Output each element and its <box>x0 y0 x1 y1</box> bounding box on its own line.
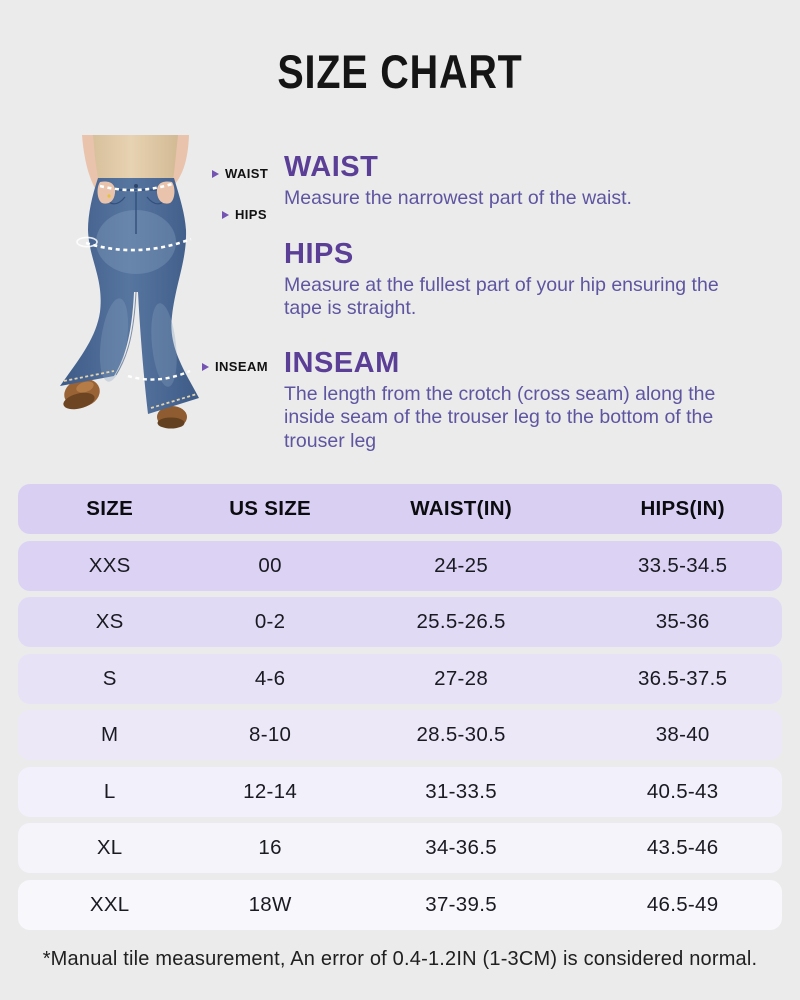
jeans-model-illustration <box>52 130 217 430</box>
arrow-right-icon <box>222 211 229 219</box>
cell-hips: 43.5-46 <box>646 836 719 859</box>
figure-label-waist-text: WAIST <box>225 166 269 181</box>
cell-hips: 33.5-34.5 <box>637 553 728 577</box>
table-row-l <box>18 767 782 817</box>
footnote-text: *Manual tile measurement, An error of 0.4-1.2IN (1-3CM) is considered normal. <box>42 948 758 970</box>
column-header-size: SIZE <box>86 497 134 520</box>
section-inseam-heading: INSEAM <box>284 347 400 379</box>
cell-us-size: 4-6 <box>254 666 286 690</box>
column-header-hips: HIPS(IN) <box>640 497 725 520</box>
section-inseam <box>284 348 756 453</box>
cell-us-size: 12-14 <box>243 779 298 803</box>
crop-top <box>93 135 178 185</box>
cell-us-size: 8-10 <box>249 723 292 746</box>
cell-size: XXL <box>89 892 130 916</box>
page-title: SIZE CHART <box>277 45 523 98</box>
column-header-waist: WAIST(IN) <box>410 497 512 520</box>
cell-size: L <box>103 779 116 803</box>
cell-waist: 24-25 <box>434 553 489 577</box>
cell-size: XXS <box>88 553 131 577</box>
arrow-right-icon <box>212 170 219 178</box>
cell-us-size: 0-2 <box>254 610 286 633</box>
cell-hips: 35-36 <box>655 610 710 633</box>
jeans-model-figure <box>52 130 217 430</box>
cell-waist: 27-28 <box>434 666 489 690</box>
cell-size: S <box>102 666 117 690</box>
cell-waist: 37-39.5 <box>425 892 497 916</box>
table-row-xl <box>18 823 782 873</box>
figure-label-waist <box>212 166 268 181</box>
figure-label-hips-text: HIPS <box>235 207 267 222</box>
table-row-xs <box>18 597 782 647</box>
section-hips-heading: HIPS <box>284 238 354 270</box>
cell-size: XL <box>96 836 123 859</box>
table-header-row <box>18 484 782 534</box>
figure-label-inseam <box>202 359 268 374</box>
cell-waist: 28.5-30.5 <box>416 723 506 746</box>
cell-hips: 46.5-49 <box>646 892 719 916</box>
section-waist <box>284 152 756 210</box>
cell-hips: 36.5-37.5 <box>637 666 728 690</box>
section-waist-body: Measure the narrowest part of the waist. <box>284 186 632 209</box>
section-inseam-body: The length from the crotch (cross seam) along the inside seam of the trouser leg to the bottom of the trouser leg <box>284 382 716 452</box>
cell-us-size: 18W <box>248 892 292 916</box>
cell-us-size: 00 <box>258 553 282 577</box>
table-row-m <box>18 710 782 760</box>
figure-label-inseam-text: INSEAM <box>215 359 268 374</box>
cell-hips: 40.5-43 <box>646 779 719 803</box>
cell-size: XS <box>95 610 124 633</box>
figure-label-hips <box>222 207 267 222</box>
section-hips-body: Measure at the fullest part of your hip ensuring the tape is straight. <box>284 273 719 320</box>
section-waist-heading: WAIST <box>284 151 379 183</box>
cell-size: M <box>100 723 119 746</box>
table-row-s <box>18 654 782 704</box>
cell-waist: 34-36.5 <box>425 836 497 859</box>
table-row-xxs <box>18 541 782 591</box>
table-row-xxl <box>18 880 782 930</box>
section-hips <box>284 239 756 321</box>
cell-us-size: 16 <box>258 836 282 859</box>
cell-waist: 25.5-26.5 <box>416 610 506 633</box>
arrow-right-icon <box>202 363 209 371</box>
cell-hips: 38-40 <box>655 723 710 746</box>
column-header-us-size: US SIZE <box>229 497 312 520</box>
size-table <box>18 484 782 936</box>
cell-waist: 31-33.5 <box>425 779 497 803</box>
